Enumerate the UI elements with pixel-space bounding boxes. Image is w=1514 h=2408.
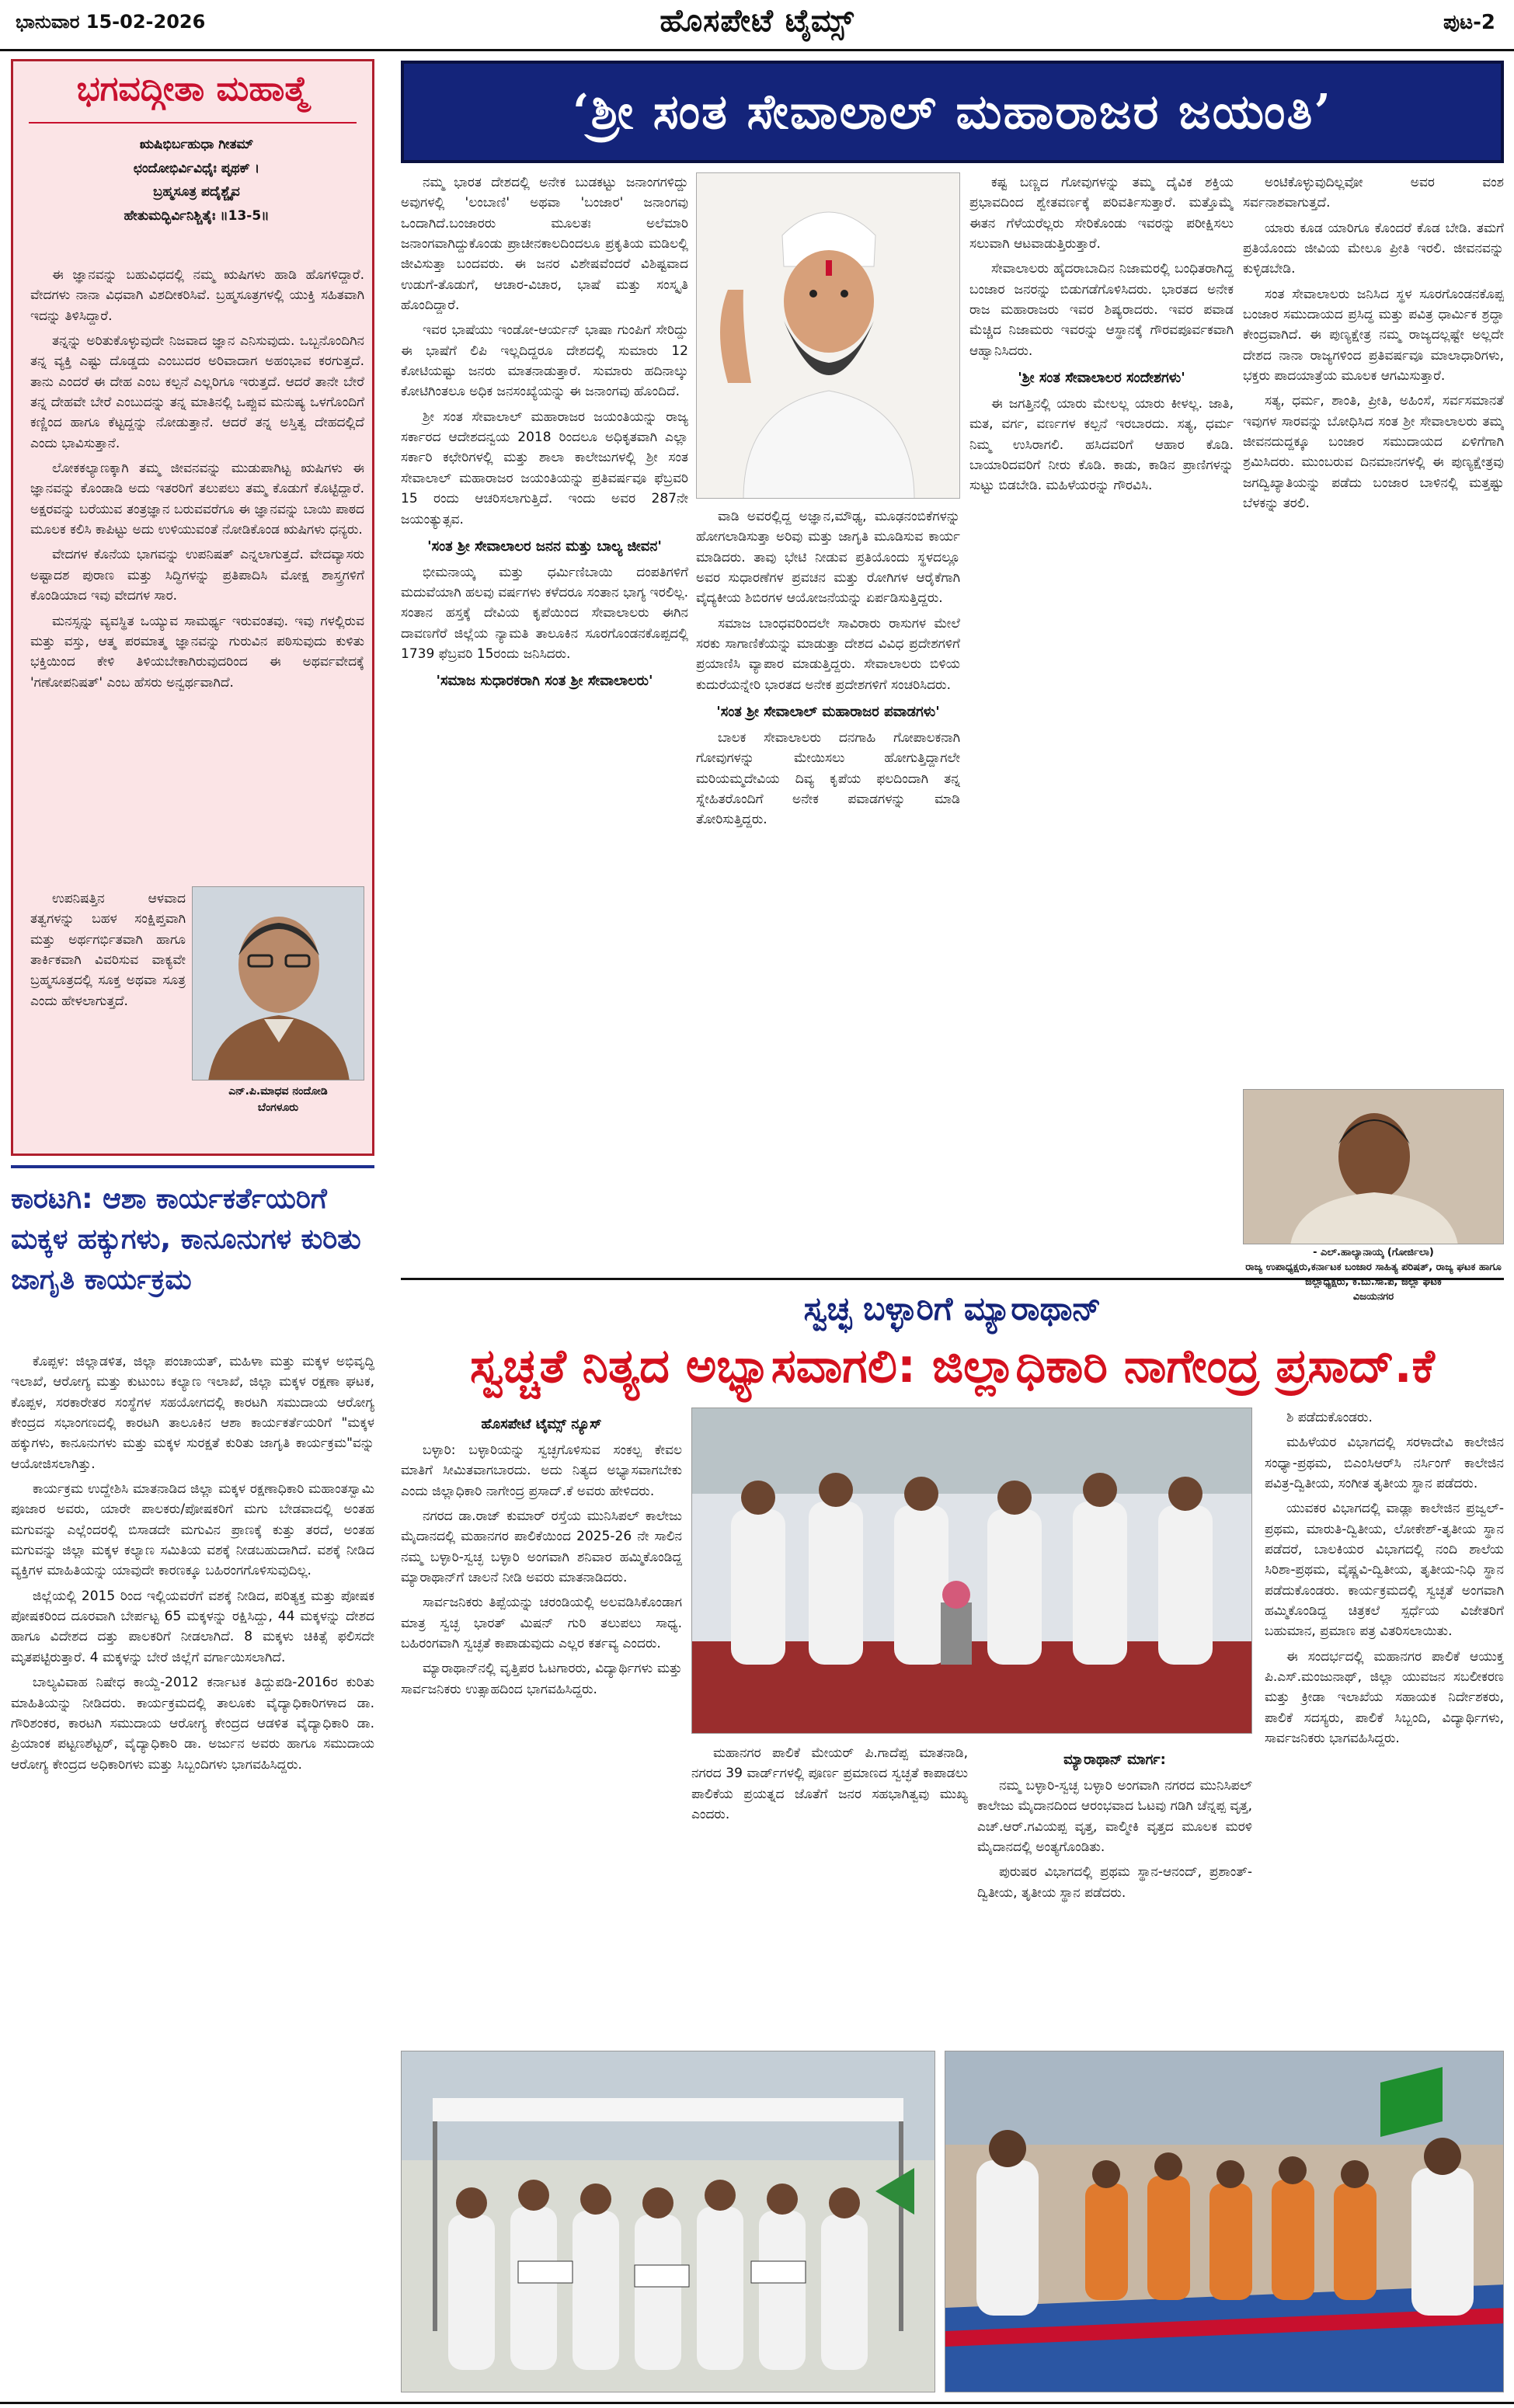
paragraph: ಯಾರು ಕೂಡ ಯಾರಿಗೂ ಕೊಂದರೆ ಕೊಡ ಬೇಡಿ. ತಮಗೆ ಪ್ರತಿಯೊಂದು ಜೀವಿಯ ಮೇಲೂ ಪ್ರೀತಿ ಇರಲಿ. ಜೀವನವನ್ನು ಕುಳ್ಳಿಡಬೇಡಿ.: [1243, 220, 1504, 277]
paragraph: ವಾಡಿ ಅವರಲ್ಲಿದ್ದ ಅಜ್ಞಾನ,ಮೌಢ್ಯ, ಮೂಢನಂಬಿಕೆಗಳನ್ನು ಹೋಗಲಾಡಿಸುತ್ತಾ ಅರಿವು ಮತ್ತು ಜಾಗೃತಿ ಮೂಡಿಸುವ ಕಾರ್ಯ ಮಾಡಿದರು. ತಾವು ಭೇಟಿ ನೀಡುವ ಪ್ರತಿಯೊಂದು ಸ್ಥಳದಲ್ಲೂ ಅವರ ಸುಧಾರಣೆಗಳ ಪ್ರವಚನ ಮತ್ತು ರೋಗಿಗಳ ಆರೈಕೆಗಾಗಿ ವೈದ್ಯಕೀಯ ಶಿಬಿರಗಳ ಆಯೋಜನೆಯನ್ನು ಏರ್ಪಡಿಸುತ್ತಿದ್ದರು.: [696, 509, 960, 607]
paragraph: ಈ ಸಂದರ್ಭದಲ್ಲಿ ಮಹಾನಗರ ಪಾಲಿಕೆ ಆಯುಕ್ತ ಪಿ.ಎಸ್.ಮಂಜುನಾಥ್, ಜಿಲ್ಲಾ ಯುವಜನ ಸಬಲೀಕರಣ ಮತ್ತು ಕ್ರೀಡಾ ಇಲಾಖೆಯ ಸಹಾಯಕ ನಿರ್ದೇಶಕರು, ಪಾಲಿಕೆ ಸದಸ್ಯರು, ಪಾಲಿಕೆ ಸಿಬ್ಬಂದಿ, ವಿದ್ಯಾರ್ಥಿಗಳು, ಸಾರ್ವಜನಿಕರು ಭಾಗವಹಿಸಿದ್ದರು.: [1265, 1648, 1504, 1747]
writer-name: - ಎಲ್.ಹಾಲ್ಯಾನಾಯ್ಕ (ಗೋರ್ಜಿಲಾ): [1313, 1247, 1434, 1258]
paragraph: ಸಾರ್ವಜನಿಕರು ತಿಪ್ಪೆಯನ್ನು ಚರಂಡಿಯಲ್ಲಿ ಅಲವಡಿಸಿಕೊಂಡಾಗ ಮಾತ್ರ ಸ್ವಚ್ಛ ಭಾರತ್ ಮಿಷನ್ ಗುರಿ ತಲುಪಲು ಸಾಧ್ಯ. ಬಹಿರಂಗವಾಗಿ ಸ್ವಚ್ಛತೆ ಕಾಪಾಡುವುದು ಎಲ್ಲರ ಕರ್ತವ್ಯ ಎಂದರು.: [401, 1595, 682, 1651]
paragraph: ಈ ಜಗತ್ತಿನಲ್ಲಿ ಯಾರು ಮೇಲಲ್ಲ ಯಾರು ಕೀಳಲ್ಲ. ಜಾತಿ, ಮತ, ವರ್ಗ, ವರ್ಣಗಳ ಕಲ್ಪನೆ ಇರಬಾರದು. ಸತ್ಯ, ಧರ್ಮ ನಿಮ್ಮ ಉಸಿರಾಗಲಿ. ಹಸಿದವರಿಗೆ ಆಹಾರ ಕೊಡಿ. ಬಾಯಾರಿದವರಿಗೆ ನೀರು ಕೊಡಿ. ಕಾಡು, ಕಾಡಿನ ಪ್ರಾಣಿಗಳನ್ನು ಸುಟ್ಟು ಬಿಡಬೇಡಿ. ಮಹಿಳೆಯರನ್ನು ಗೌರವಿಸಿ.: [969, 395, 1234, 494]
writer-place: ವಿಜಯನಗರ: [1352, 1290, 1394, 1303]
paragraph: ನಮ್ಮ ಬಳ್ಳಾರಿ-ಸ್ವಚ್ಛ ಬಳ್ಳಾರಿ ಅಂಗವಾಗಿ ನಗರದ ಮುನಿಸಿಪಲ್ ಕಾಲೇಜು ಮೈದಾನದಿಂದ ಆರಂಭವಾದ ಓಟವು ಗಡಿಗಿ ಚೆನ್ನಪ್ಪ ವೃತ್ತ, ಎಚ್.ಆರ್.ಗವಿಯಪ್ಪ ವೃತ್ತ, ವಾಲ್ಮೀಕಿ ವೃತ್ತದ ಮೂಲಕ ಮರಳಿ ಮೈದಾನದಲ್ಲಿ ಅಂತ್ಯಗೊಂಡಿತು.: [977, 1777, 1252, 1855]
marathon-photo-group: [401, 2051, 935, 2392]
paragraph: ಈ ಜ್ಞಾನವನ್ನು ಬಹುವಿಧದಲ್ಲಿ ನಮ್ಮ ಋಷಿಗಳು ಹಾಡಿ ಹೊಗಳಿದ್ದಾರೆ. ವೇದಗಳು ನಾನಾ ವಿಧವಾಗಿ ವಿಶದೀಕರಿಸಿವೆ. ಬ್ರಹ್ಮಸೂತ್ರಗಳಲ್ಲಿ ಯುಕ್ತಿ ಸಹಿತವಾಗಿ ಇದನ್ನು ತಿಳಿಸಿದ್ದಾರೆ.: [30, 267, 364, 324]
paragraph: ಬಾಲಕ ಸೇವಾಲಾಲರು ದನಗಾಹಿ ಗೋಪಾಲಕನಾಗಿ ಗೋವುಗಳನ್ನು ಮೇಯಿಸಲು ಹೋಗುತ್ತಿದ್ದಾಗಲೇ ಮರಿಯಮ್ಮದೇವಿಯ ದಿವ್ಯ ಕೃಪೆಯ ಫಲದಿಂದಾಗಿ ತನ್ನ ಸ್ನೇಹಿತರೊಂದಿಗೆ ಅನೇಕ ಪವಾಡಗಳನ್ನು ಮಾಡಿ ತೋರಿಸುತ್ತಿದ್ದರು.: [696, 729, 960, 828]
asha-article-headline: ಕಾರಟಗಿ: ಆಶಾ ಕಾರ್ಯಕರ್ತೆಯರಿಗೆ ಮಕ್ಕಳ ಹಕ್ಕುಗಳು, ಕಾನೂನುಗಳ ಕುರಿತು ಜಾಗೃತಿ ಕಾರ್ಯಕ್ರಮ: [11, 1165, 374, 1301]
paragraph: ಸಮಾಜ ಬಾಂಧವರಿಂದಲೇ ಸಾವಿರಾರು ರಾಸುಗಳ ಮೇಲೆ ಸರಕು ಸಾಗಾಣಿಕೆಯನ್ನು ಮಾಡುತ್ತಾ ದೇಶದ ವಿವಿಧ ಪ್ರದೇಶಗಳಿಗೆ ಪ್ರಯಾಣಿಸಿ ವ್ಯಾಪಾರ ಮಾಡುತ್ತಿದ್ದರು. ಸೇವಾಲಾಲರು ಬಿಳಿಯ ಕುದುರೆಯನ್ನೇರಿ ಭಾರತದ ಅನೇಕ ಪ್ರದೇಶಗಳಿಗೆ ಸಂಚರಿಸಿದರು.: [696, 615, 960, 693]
writer-designation: ರಾಜ್ಯ ಉಪಾಧ್ಯಕ್ಷರು,ಕರ್ನಾಟಕ ಬಂಜಾರ ಸಾಹಿತ್ಯ ಪರಿಷತ್, ರಾಜ್ಯ ಘಟಕ ಹಾಗೂ ಜಿಲ್ಲಾಧ್ಯಕ್ಷರು, ಕ.ಬು.ಸಾ.ಪ, ಜಿಲ್ಲಾ ಘಟಕ: [1245, 1261, 1502, 1288]
paragraph: ನಗರದ ಡಾ.ರಾಜ್ ಕುಮಾರ್ ರಸ್ತೆಯ ಮುನಿಸಿಪಲ್ ಕಾಲೇಜು ಮೈದಾನದಲ್ಲಿ ಮಹಾನಗರ ಪಾಲಿಕೆಯಿಂದ 2025-26 ನೇ ಸಾಲಿನ ನಮ್ಮ ಬಳ್ಳಾರಿ-ಸ್ವಚ್ಛ ಬಳ್ಳಾರಿ ಅಂಗವಾಗಿ ಶನಿವಾರ ಹಮ್ಮಿಕೊಂಡಿದ್ದ ಮ್ಯಾರಾಥಾನ್‌ಗೆ ಚಾಲನೆ ನೀಡಿ ಅವರು ಮಾತನಾಡಿದರು.: [401, 1508, 682, 1585]
marathon-photo-runners: [945, 2051, 1504, 2392]
paragraph: ಭೀಮನಾಯ್ಕ ಮತ್ತು ಧರ್ಮಿಣಿಬಾಯಿ ದಂಪತಿಗಳಿಗೆ ಮದುವೆಯಾಗಿ ಹಲವು ವರ್ಷಗಳು ಕಳೆದರೂ ಸಂತಾನ ಭಾಗ್ಯ ಇರಲಿಲ್ಲ. ಸಂತಾನ ಹಸ್ತಕ್ಕೆ ದೇವಿಯ ಕೃಪೆಯಿಂದ ಸೇವಾಲಾಲರು ಈಗಿನ ದಾವಣಗೆರೆ ಜಿಲ್ಲೆಯ ನ್ಯಾಮತಿ ತಾಲೂಕಿನ ಸೂರಗೊಂಡನಕೊಪ್ಪದಲ್ಲಿ 1739 ಫೆಬ್ರವರಿ 15ರಂದು ಜನಿಸಿದರು.: [401, 564, 688, 663]
paragraph: ಕಷ್ಟ ಬಣ್ಣದ ಗೋವುಗಳನ್ನು ತಮ್ಮ ದೈವಿಕ ಶಕ್ತಿಯ ಪ್ರಭಾವದಿಂದ ಶ್ವೇತವರ್ಣಕ್ಕೆ ಪರಿವರ್ತಿಸುತ್ತಾರೆ. ಮತ್ತೊಮ್ಮೆ ಈತನ ಗೆಳೆಯರೆಲ್ಲರು ಸೇರಿಕೊಂಡು ಇವರನ್ನು ಪರೀಕ್ಷಿಸಲು ಸಲುವಾಗಿ ಆಟವಾಡುತ್ತಿರುತ್ತಾರೆ.: [969, 175, 1234, 252]
gita-article-body: [30, 265, 364, 809]
gita-column-box: [11, 59, 374, 1156]
paragraph: ಮನಸ್ಸನ್ನು ವ್ಯವಸ್ಥಿತ ಒಯ್ಯುವ ಸಾಮರ್ಥ್ಯ ಇರುವಂತವು. ಇವು ಗಳಲ್ಲಿರುವ ಮತ್ತು ವಸ್ತು, ಆತ್ಮ ಪರಮಾತ್ಮ ಜ್ಞಾನವನ್ನು ಗುರುವಿನ ಪಠಿಸುವುದು ಕುಳಿತು ಭಕ್ತಿಯಿಂದ ಕೇಳಿ ತಿಳಿಯಬೇಕಾಗಿರುವುದರಿಂದ ಈ ಅಥರ್ವವೇದಕ್ಕೆ 'ಗಣೋಪನಿಷತ್' ಎಂಬ ಹೆಸರು ಅನ್ವರ್ಥವಾಗಿದೆ.: [30, 613, 364, 691]
page-bottom-rule: [0, 2402, 1514, 2404]
marathon-column-2: [691, 1743, 968, 2046]
sevalal-headline-banner: [401, 61, 1504, 163]
paragraph: ತನ್ನನ್ನು ಅರಿತುಕೊಳ್ಳುವುದೇ ನಿಜವಾದ ಜ್ಞಾನ ಎನಿಸುವುದು. ಒಬ್ಬನೊಂದಿಗಿನ ತನ್ನ ವ್ಯಕ್ತಿ ಎಷ್ಟು ದೊಡ್ಡದು ಎಂಬುದರ ಅರಿವಾದಾಗ ಅಹಂಭಾವ ಕರಗುತ್ತದೆ. ತಾನು ಎಂದರೆ ಈ ದೇಹ ಎಂಬ ಕಲ್ಪನೆ ಎಲ್ಲರಿಗೂ ಇರುತ್ತದೆ. ಆದರೆ ತಾನೇ ಬೇರೆ ತನ್ನ ದೇಹವೇ ಬೇರೆ ಎಂಬುದನ್ನು ತನ್ನ ಮಾತಿನಲ್ಲಿ ಒಪ್ಪುವ ಮನುಷ್ಯ ಒಳಗೊಂದಿಗೆ ಕಣ್ಣಿಂದ ಹಾಗೂ ಕೆಟ್ಟದ್ದನ್ನು ನೋಡುತ್ತಾನೆ. ಆದರೆ ತನ್ನ ಅಸ್ತಿತ್ವ ದೇಹದಲ್ಲಿದೆ ಎಂದು ಭಾವಿಸುತ್ತಾನೆ.: [30, 333, 364, 451]
author-photo: [192, 886, 364, 1080]
paragraph: ನಮ್ಮ ಭಾರತ ದೇಶದಲ್ಲಿ ಅನೇಕ ಬುಡಕಟ್ಟು ಜನಾಂಗಗಳಿದ್ದು ಅವುಗಳಲ್ಲಿ 'ಲಂಬಾಣಿ' ಅಥವಾ 'ಬಂಜಾರ' ಜನಾಂಗವು ಒಂದಾಗಿದೆ.ಬಂಜಾರರು ಮೂಲತಃ ಅಲೆಮಾರಿ ಜನಾಂಗವಾಗಿದ್ದುಕೊಂಡು ಪ್ರಾಚೀನಕಾಲದಿಂದಲೂ ಪ್ರಕೃತಿಯ ಮಡಿಲಲ್ಲಿ ಜೀವಿಸುತ್ತಾ ಬಂದವರು. ಈ ಜನರ ವಿಶೇಷವೆಂದರೆ ವಿಶಿಷ್ಟವಾದ ಉಡುಗೆ-ತೊಡುಗೆ, ಆಚಾರ-ವಿಚಾರ, ಭಾಷೆ ಮತ್ತು ಸಂಸ್ಕೃತಿ ಹೊಂದಿದ್ದಾರೆ.: [401, 175, 688, 314]
sevalal-headline: ‘ಶ್ರೀ ಸಂತ ಸೇವಾಲಾಲ್ ಮಹಾರಾಜರ ಜಯಂತಿ’: [573, 83, 1332, 140]
gita-title: ಭಗವದ್ಗೀತಾ ಮಹಾತ್ಮೆ: [76, 69, 309, 109]
subheading: 'ಸಂತ ಶ್ರೀ ಸೇವಾಲಾಲ್ ಮಹಾರಾಜರ ಪವಾಡಗಳು': [716, 704, 940, 721]
paragraph: ಮಹಾನಗರ ಪಾಲಿಕೆ ಮೇಯರ್ ಪಿ.ಗಾದೆಪ್ಪ ಮಾತನಾಡಿ, ನಗರದ 39 ವಾರ್ಡ್‌ಗಳಲ್ಲಿ ಪೂರ್ಣ ಪ್ರಮಾಣದ ಸ್ವಚ್ಛತೆ ಕಾಪಾಡಲು ಪಾಲಿಕೆಯ ಪ್ರಯತ್ನದ ಜೊತೆಗೆ ಜನರ ಸಹಭಾಗಿತ್ವವು ಮುಖ್ಯ ಎಂದರು.: [691, 1745, 968, 1823]
page-number: ಪುಟ-2: [1443, 11, 1495, 34]
marathon-column-3: [977, 1743, 1252, 2046]
paragraph: ಶ್ರೀ ಸಂತ ಸೇವಾಲಾಲ್ ಮಹಾರಾಜರ ಜಯಂತಿಯನ್ನು ರಾಜ್ಯ ಸರ್ಕಾರದ ಆದೇಶದನ್ವಯ 2018 ರಿಂದಲೂ ಅಧಿಕೃತವಾಗಿ ಎಲ್ಲಾ ಸರ್ಕಾರಿ ಕಛೇರಿಗಳಲ್ಲಿ ಮತ್ತು ಶಾಲಾ ಕಾಲೇಜುಗಳಲ್ಲಿ ಶ್ರೀ ಸಂತ ಸೇವಾಲಾಲ್ ಮಹಾರಾಜರ ಜಯಂತಿಯನ್ನು ಪ್ರತಿವರ್ಷವೂ ಫೆಬ್ರವರಿ 15 ರಂದು ಆಚರಿಸಲಾಗುತ್ತಿದೆ. ಇಂದು ಅವರ 287ನೇ ಜಯಂತ್ಯುತ್ಸವ.: [401, 409, 688, 527]
byline: ಹೊಸಪೇಟೆ ಟೈಮ್ಸ್ ನ್ಯೂಸ್: [481, 1416, 602, 1432]
marathon-photo-inauguration: [691, 1408, 1252, 1734]
marathon-column-1: [401, 1408, 682, 2044]
paragraph: ಉಪನಿಷತ್ತಿನ ಆಳವಾದ ತತ್ವಗಳನ್ನು ಬಹಳ ಸಂಕ್ಷಿಪ್ತವಾಗಿ ಮತ್ತು ಅರ್ಥಗರ್ಭಿತವಾಗಿ ಹಾಗೂ ತಾರ್ಕಿಕವಾಗಿ ವಿವರಿಸುವ ವಾಕ್ಯವೇ ಬ್ರಹ್ಮಸೂತ್ರದಲ್ಲಿ ಸೂಕ್ತ ಅಥವಾ ಸೂತ್ರ ಎಂದು ಹೇಳಲಾಗುತ್ತದೆ.: [30, 891, 186, 1009]
subheading: 'ಸಂತ ಶ್ರೀ ಸೇವಾಲಾಲರ ಜನನ ಮತ್ತು ಬಾಲ್ಯ ಜೀವನ': [427, 538, 662, 555]
writer-photo: [1243, 1089, 1504, 1244]
gita-title-rule: [29, 122, 357, 124]
section-divider: [401, 1278, 1504, 1280]
author-caption: [192, 1084, 364, 1116]
paragraph: ಸಂತ ಸೇವಾಲಾಲರು ಜನಿಸಿದ ಸ್ಥಳ ಸೂರಗೊಂಡನಕೊಪ್ಪ ಬಂಜಾರ ಸಮುದಾಯದ ಪ್ರಸಿದ್ಧ ಮತ್ತು ಪವಿತ್ರ ಧಾರ್ಮಿಕ ಶ್ರದ್ಧಾ ಕೇಂದ್ರವಾಗಿದೆ. ಈ ಪುಣ್ಯಕ್ಷೇತ್ರ ನಮ್ಮ ರಾಜ್ಯದಲ್ಲಷ್ಟೇ ಅಲ್ಲದೇ ದೇಶದ ನಾನಾ ರಾಜ್ಯಗಳಿಂದ ಪ್ರತಿವರ್ಷವೂ ಮಾಲಾಧಾರಿಗಳು, ಭಕ್ತರು ಪಾದಯಾತ್ರೆಯ ಮೂಲಕ ಆಗಮಿಸುತ್ತಾರೆ.: [1243, 286, 1504, 385]
marathon-headline: ಸ್ವಚ್ಚತೆ ನಿತ್ಯದ ಅಭ್ಯಾಸವಾಗಲಿ: ಜಿಲ್ಲಾಧಿಕಾರಿ ನಾಗೇಂದ್ರ ಪ್ರಸಾದ್.ಕೆ: [470, 1339, 1435, 1394]
masthead: [0, 0, 1514, 51]
paragraph: ಕೊಪ್ಪಳ: ಜಿಲ್ಲಾಡಳಿತ, ಜಿಲ್ಲಾ ಪಂಚಾಯತ್, ಮಹಿಳಾ ಮತ್ತು ಮಕ್ಕಳ ಅಭಿವೃದ್ಧಿ ಇಲಾಖೆ, ಆರೋಗ್ಯ ಮತ್ತು ಕುಟುಂಬ ಕಲ್ಯಾಣ ಇಲಾಖೆ, ಜಿಲ್ಲಾ ಮಕ್ಕಳ ರಕ್ಷಣಾ ಘಟಕ, ಕೊಪ್ಪಳ, ಸರಕಾರೇತರ ಸಂಸ್ಥೆಗಳ ಸಹಯೋಗದಲ್ಲಿ ಕಾರಟಗಿ ಸಮುದಾಯ ಆರೋಗ್ಯ ಕೇಂದ್ರದ ಸಭಾಂಗಣದಲ್ಲಿ ಕಾರಟಗಿ ತಾಲೂಕಿನ ಆಶಾ ಕಾರ್ಯಕರ್ತೆಯರಿಗೆ "ಮಕ್ಕಳ ಹಕ್ಕುಗಳು, ಕಾನೂನುಗಳು ಮತ್ತು ಮಕ್ಕಳ ಸುರಕ್ಷತೆ ಕುರಿತು ಜಾಗೃತಿ ಕಾರ್ಯಕ್ರಮ"ವನ್ನು ಆಯೋಜಿಸಲಾಗಿತ್ತು.: [11, 1354, 374, 1472]
paragraph: ಮಹಿಳೆಯರ ವಿಭಾಗದಲ್ಲಿ ಸರಳಾದೇವಿ ಕಾಲೇಜಿನ ಸಂಧ್ಯಾ-ಪ್ರಥಮ, ಬಿಎಂಸಿಆರ್‌ಸಿ ನರ್ಸಿಂಗ್ ಕಾಲೇಜಿನ ಪವಿತ್ರ-ದ್ವಿತೀಯ, ಸಂಗೀತ ತೃತೀಯ ಸ್ಥಾನ ಪಡೆದರು.: [1265, 1435, 1504, 1492]
newspaper-title: ಹೊಸಪೇಟೆ ಟೈಮ್ಸ್: [660, 3, 854, 39]
sevalal-column-4: [1243, 172, 1504, 1089]
paragraph: ಲೋಕಕಲ್ಯಾಣಕ್ಕಾಗಿ ತಮ್ಮ ಜೀವನವನ್ನು ಮುಡುಪಾಗಿಟ್ಟ ಋಷಿಗಳು ಈ ಜ್ಞಾನವನ್ನು ಕೊಂಡಾಡಿ ಅದು ಇತರರಿಗೆ ತಲುಪಲು ತಮ್ಮ ಕೊಡುಗೆ ಕೊಟ್ಟಿದ್ದಾರೆ. ಅಕ್ಷರವನ್ನು ಬರೆಯುವ ತಂತ್ರಜ್ಞಾನ ಬರುವವರೆಗೂ ಈ ಜ್ಞಾನವನ್ನು ಬಾಯಿ ಪಾಠದ ಮೂಲಕ ಕಲಿಸಿ ಕಾಪಿಟ್ಟು ಅದು ಉಳಿಯುವಂತೆ ನೋಡಿಕೊಂಡ ಋಷಿಗಳು ಧನ್ಯರು.: [30, 461, 364, 538]
issue-date: ಭಾನುವಾರ 15-02-2026: [16, 11, 206, 33]
shloka-line: ಋಷಿಭಿರ್ಬಹುಧಾ ಗೀತಮ್: [139, 137, 254, 152]
marathon-column-right: [1265, 1408, 1504, 2044]
author-place: ಬೆಂಗಳೂರು: [257, 1101, 299, 1114]
gita-article-body-continued: [30, 889, 186, 1145]
paragraph: ಶಿ ಪಡೆದುಕೊಂಡರು.: [1286, 1410, 1373, 1425]
paragraph: ಸತ್ಯ, ಧರ್ಮ, ಶಾಂತಿ, ಪ್ರೀತಿ, ಅಹಿಂಸೆ, ಸರ್ವಸಮಾನತೆ ಇವುಗಳ ಸಾರವನ್ನು ಬೋಧಿಸಿದ ಸಂತ ಶ್ರೀ ಸೇವಾಲಾಲರು ತಮ್ಮ ಜೀವನದುದ್ದಕ್ಕೂ ಬಂಜಾರ ಸಮುದಾಯದ ಏಳಿಗೆಗಾಗಿ ಶ್ರಮಿಸಿದರು. ಮುಂಬರುವ ದಿನಮಾನಗಳಲ್ಲಿ ಈ ಪುಣ್ಯಕ್ಷೇತ್ರವು ಜಗದ್ವಿಖ್ಯಾತಿಯನ್ನು ಪಡೆದು ಬಂಜಾರ ಬಾಳಿನಲ್ಲಿ ಮತ್ತಷ್ಟು ಬೆಳಕನ್ನು ತರಲಿ.: [1243, 393, 1504, 512]
paragraph: ಮ್ಯಾರಾಥಾನ್‌ನಲ್ಲಿ ವೃತ್ತಿಪರ ಓಟಗಾರರು, ವಿದ್ಯಾರ್ಥಿಗಳು ಮತ್ತು ಸಾರ್ವಜನಿಕರು ಉತ್ಸಾಹದಿಂದ ಭಾಗವಹಿಸಿದ್ದರು.: [401, 1661, 682, 1697]
subheading: ಮ್ಯಾರಾಥಾನ್ ಮಾರ್ಗ:: [1063, 1752, 1166, 1768]
shloka-line: ಛಂದೋಭಿರ್ವಿವಿಧೈಃ ಪೃಥಕ್ ।: [133, 160, 260, 176]
marathon-kicker: ಸ್ವಚ್ಛ ಬಳ್ಳಾರಿಗೆ ಮ್ಯಾರಾಥಾನ್: [803, 1289, 1102, 1328]
shloka-line: ಹೇತುಮದ್ಭಿರ್ವಿನಿಶ್ಚಿತೈಃ ॥13-5॥: [124, 207, 270, 224]
paragraph: ವೇದಗಳ ಕೊನೆಯ ಭಾಗವನ್ನು ಉಪನಿಷತ್ ಎನ್ನಲಾಗುತ್ತದೆ. ವೇದವ್ಯಾಸರು ಅಷ್ಟಾದಶ ಪುರಾಣ ಮತ್ತು ಸಿದ್ಧಿಗಳನ್ನು ಪ್ರತಿಪಾದಿಸಿ ಮೋಕ್ಷ ಶಾಸ್ತ್ರಗಳಿಗೆ ಕೊಂಡಿಯಾದ ಇವು ವೇದಗಳ ಸಾರ.: [30, 547, 364, 604]
subheading: 'ಶ್ರೀ ಸಂತ ಸೇವಾಲಾಲರ ಸಂದೇಶಗಳು': [1018, 370, 1185, 387]
gita-shloka: [37, 133, 357, 228]
sevalal-portrait: [696, 172, 960, 499]
sevalal-column-1: [401, 172, 688, 1268]
paragraph: ಬಾಲ್ಯವಿವಾಹ ನಿಷೇಧ ಕಾಯ್ದೆ-2012 ಕರ್ನಾಟಕ ತಿದ್ದುಪಡಿ-2016ರ ಕುರಿತು ಮಾಹಿತಿಯನ್ನು ನೀಡಿದರು. ಕಾರ್ಯಕ್ರಮದಲ್ಲಿ ತಾಲೂಕು ವೈದ್ಯಾಧಿಕಾರಿಗಳಾದ ಡಾ. ಗೌರಿಶಂಕರ, ಕಾರಟಗಿ ಸಮುದಾಯ ಆರೋಗ್ಯ ಕೇಂದ್ರದ ಆಡಳಿತ ವೈದ್ಯಾಧಿಕಾರಿ ಡಾ. ಪ್ರಿಯಾಂಕ ಪಟ್ಟಣಶೆಟ್ಟರ್, ವೈದ್ಯಾಧಿಕಾರಿ ಡಾ. ಅರ್ಜುನ ಅವರು ಹಾಗೂ ಸಮುದಾಯ ಆರೋಗ್ಯ ಕೇಂದ್ರದ ಅಧಿಕಾರಿಗಳು ಮತ್ತು ಸಿಬ್ಬಂದಿಗಳು ಭಾಗವಹಿಸಿದ್ದರು.: [11, 1675, 374, 1773]
shloka-line: ಬ್ರಹ್ಮಸೂತ್ರ ಪದೈಶ್ಚೈವ: [153, 184, 240, 200]
paragraph: ಸೇವಾಲಾಲರು ಹೈದರಾಬಾದಿನ ನಿಜಾಮರಲ್ಲಿ ಬಂಧಿತರಾಗಿದ್ದ ಬಂಜಾರ ಜನರನ್ನು ಬಿಡುಗಡೆಗೊಳಿಸಿದರು. ಭಾರತದ ಅನೇಕ ರಾಜ ಮಹಾರಾಜರು ಇವರ ಶಿಷ್ಯರಾದರು. ಇವರ ಪವಾಡ ಮೆಚ್ಚಿದ ನಿಜಾಮರು ಇವರನ್ನು ಆಸ್ಥಾನಕ್ಕೆ ಗೌರವಪೂರ್ವಕವಾಗಿ ಆಹ್ವಾನಿಸಿದರು.: [969, 261, 1234, 359]
sevalal-column-2: [696, 506, 960, 1268]
paragraph: ಪುರುಷರ ವಿಭಾಗದಲ್ಲಿ ಪ್ರಥಮ ಸ್ಥಾನ-ಆನಂದ್, ಪ್ರಶಾಂತ್-ದ್ವಿತೀಯ, ತೃತೀಯ ಸ್ಥಾನ ಪಡೆದರು.: [977, 1864, 1252, 1901]
paragraph: ಯುವಕರ ವಿಭಾಗದಲ್ಲಿ ವಾಡ್ಲಾ ಕಾಲೇಜಿನ ಪ್ರಜ್ವಲ್-ಪ್ರಥಮ, ಮಾರುತಿ-ದ್ವಿತೀಯ, ಲೋಕೇಶ್-ತೃತೀಯ ಸ್ಥಾನ ಪಡೆದರೆ, ಬಾಲಕಿಯರ ವಿಭಾಗದಲ್ಲಿ ನಂದಿ ಶಾಲೆಯ ಸಿರಿಶಾ-ಪ್ರಥಮ, ವೈಷ್ಣವಿ-ದ್ವಿತೀಯ, ತೃತೀಯ-ನಿಧಿ ಸ್ಥಾನ ಪಡೆದುಕೊಂಡರು. ಕಾರ್ಯಕ್ರಮದಲ್ಲಿ ಸ್ವಚ್ಛತೆ ಅಂಗವಾಗಿ ಹಮ್ಮಿಕೊಂಡಿದ್ದ ಚಿತ್ರಕಲೆ ಸ್ಪರ್ಧೆಯ ವಿಜೇತರಿಗೆ ಬಹುಮಾನ, ಪ್ರಮಾಣ ಪತ್ರ ವಿತರಿಸಲಾಯಿತು.: [1265, 1501, 1504, 1640]
asha-article-body: [11, 1352, 374, 2396]
paragraph: ಇವರ ಭಾಷೆಯು ಇಂಡೋ-ಆರ್ಯನ್ ಭಾಷಾ ಗುಂಪಿಗೆ ಸೇರಿದ್ದು ಈ ಭಾಷೆಗೆ ಲಿಪಿ ಇಲ್ಲದಿದ್ದರೂ ದೇಶದಲ್ಲಿ ಸುಮಾರು 12 ಕೋಟಿಯಷ್ಟು ಜನರು ಮಾತನಾಡುತ್ತಾರೆ. ಸುಮಾರು ಹದಿನಾಲ್ಕು ಕೋಟಿಗಿಂತಲೂ ಅಧಿಕ ಜನಸಂಖ್ಯೆಯನ್ನು ಈ ಜನಾಂಗವು ಹೊಂದಿದೆ.: [401, 322, 688, 400]
sevalal-column-3: [969, 172, 1234, 1268]
paragraph: ಜಿಲ್ಲೆಯಲ್ಲಿ 2015 ರಿಂದ ಇಲ್ಲಿಯವರೆಗೆ ವಶಕ್ಕೆ ನೀಡಿದ, ಪರಿತ್ಯಕ್ತ ಮತ್ತು ಪೋಷಕ ಪೋಷಕರಿಂದ ದೂರವಾಗಿ ಬೇರ್ಪಟ್ಟ 65 ಮಕ್ಕಳನ್ನು ರಕ್ಷಿಸಿದ್ದು, 44 ಮಕ್ಕಳನ್ನು ದೇಶದ ಹಾಗೂ ವಿದೇಶದ ದತ್ತು ಪಾಲಕರಿಗೆ ನೀಡಲಾಗಿದೆ. 8 ಮಕ್ಕಳು ಚಿಕಿತ್ಸೆ ಫಲಿಸದೇ ಮೃತಪಟ್ಟಿರುತ್ತಾರೆ. 4 ಮಕ್ಕಳನ್ನು ಬೇರೆ ಜಿಲ್ಲೆಗೆ ವರ್ಗಾಯಿಸಲಾಗಿದೆ.: [11, 1588, 374, 1665]
author-name: ಎನ್.ಪಿ.ಮಾಧವ ನಂದೋಡಿ: [228, 1085, 328, 1098]
paragraph: ಅಂಟಿಕೊಳ್ಳುವುದಿಲ್ಲವೋ ಅವರ ವಂಶ ಸರ್ವನಾಶವಾಗುತ್ತದೆ.: [1243, 175, 1504, 211]
paragraph: ಕಾರ್ಯಕ್ರಮ ಉದ್ದೇಶಿಸಿ ಮಾತನಾಡಿದ ಜಿಲ್ಲಾ ಮಕ್ಕಳ ರಕ್ಷಣಾಧಿಕಾರಿ ಮಹಾಂತಸ್ವಾಮಿ ಪೂಜಾರ ಅವರು, ಯಾರೇ ಪಾಲಕರು/ಪೋಷಕರಿಗೆ ಮಗು ಬೇಡವಾದಲ್ಲಿ ಅಂತಹ ಮಗುವನ್ನು ಎಲ್ಲೆಂದರಲ್ಲಿ ಬಿಸಾಡದೇ ಮಗುವಿನ ಪ್ರಾಣಕ್ಕೆ ಕುತ್ತು ತರದೆ, ಅಂತಹ ಮಗುವನ್ನು ಜಿಲ್ಲಾ ಮಕ್ಕಳ ಕಲ್ಯಾಣ ಸಮಿತಿಯ ವಶಕ್ಕೆ ನೀಡಬಹುದಾಗಿದೆ. ವಶಕ್ಕೆ ನೀಡಿದ ವ್ಯಕ್ತಿಗಳ ಮಾಹಿತಿಯನ್ನು ಯಾವುದೇ ಕಾರಣಕ್ಕೂ ಬಹಿರಂಗಗೊಳಿಸುವುದಿಲ್ಲ.: [11, 1481, 374, 1579]
subheading: 'ಸಮಾಜ ಸುಧಾರಕರಾಗಿ ಸಂತ ಶ್ರೀ ಸೇವಾಲಾಲರು': [436, 673, 653, 690]
paragraph: ಬಳ್ಳಾರಿ: ಬಳ್ಳಾರಿಯನ್ನು ಸ್ವಚ್ಛಗೊಳಿಸುವ ಸಂಕಲ್ಪ ಕೇವಲ ಮಾತಿಗೆ ಸೀಮಿತವಾಗಬಾರದು. ಅದು ನಿತ್ಯದ ಅಭ್ಯಾಸವಾಗಬೇಕು ಎಂದು ಜಿಲ್ಲಾಧಿಕಾರಿ ನಾಗೇಂದ್ರ ಪ್ರಸಾದ್.ಕೆ ಅವರು ಹೇಳಿದರು.: [401, 1442, 682, 1499]
